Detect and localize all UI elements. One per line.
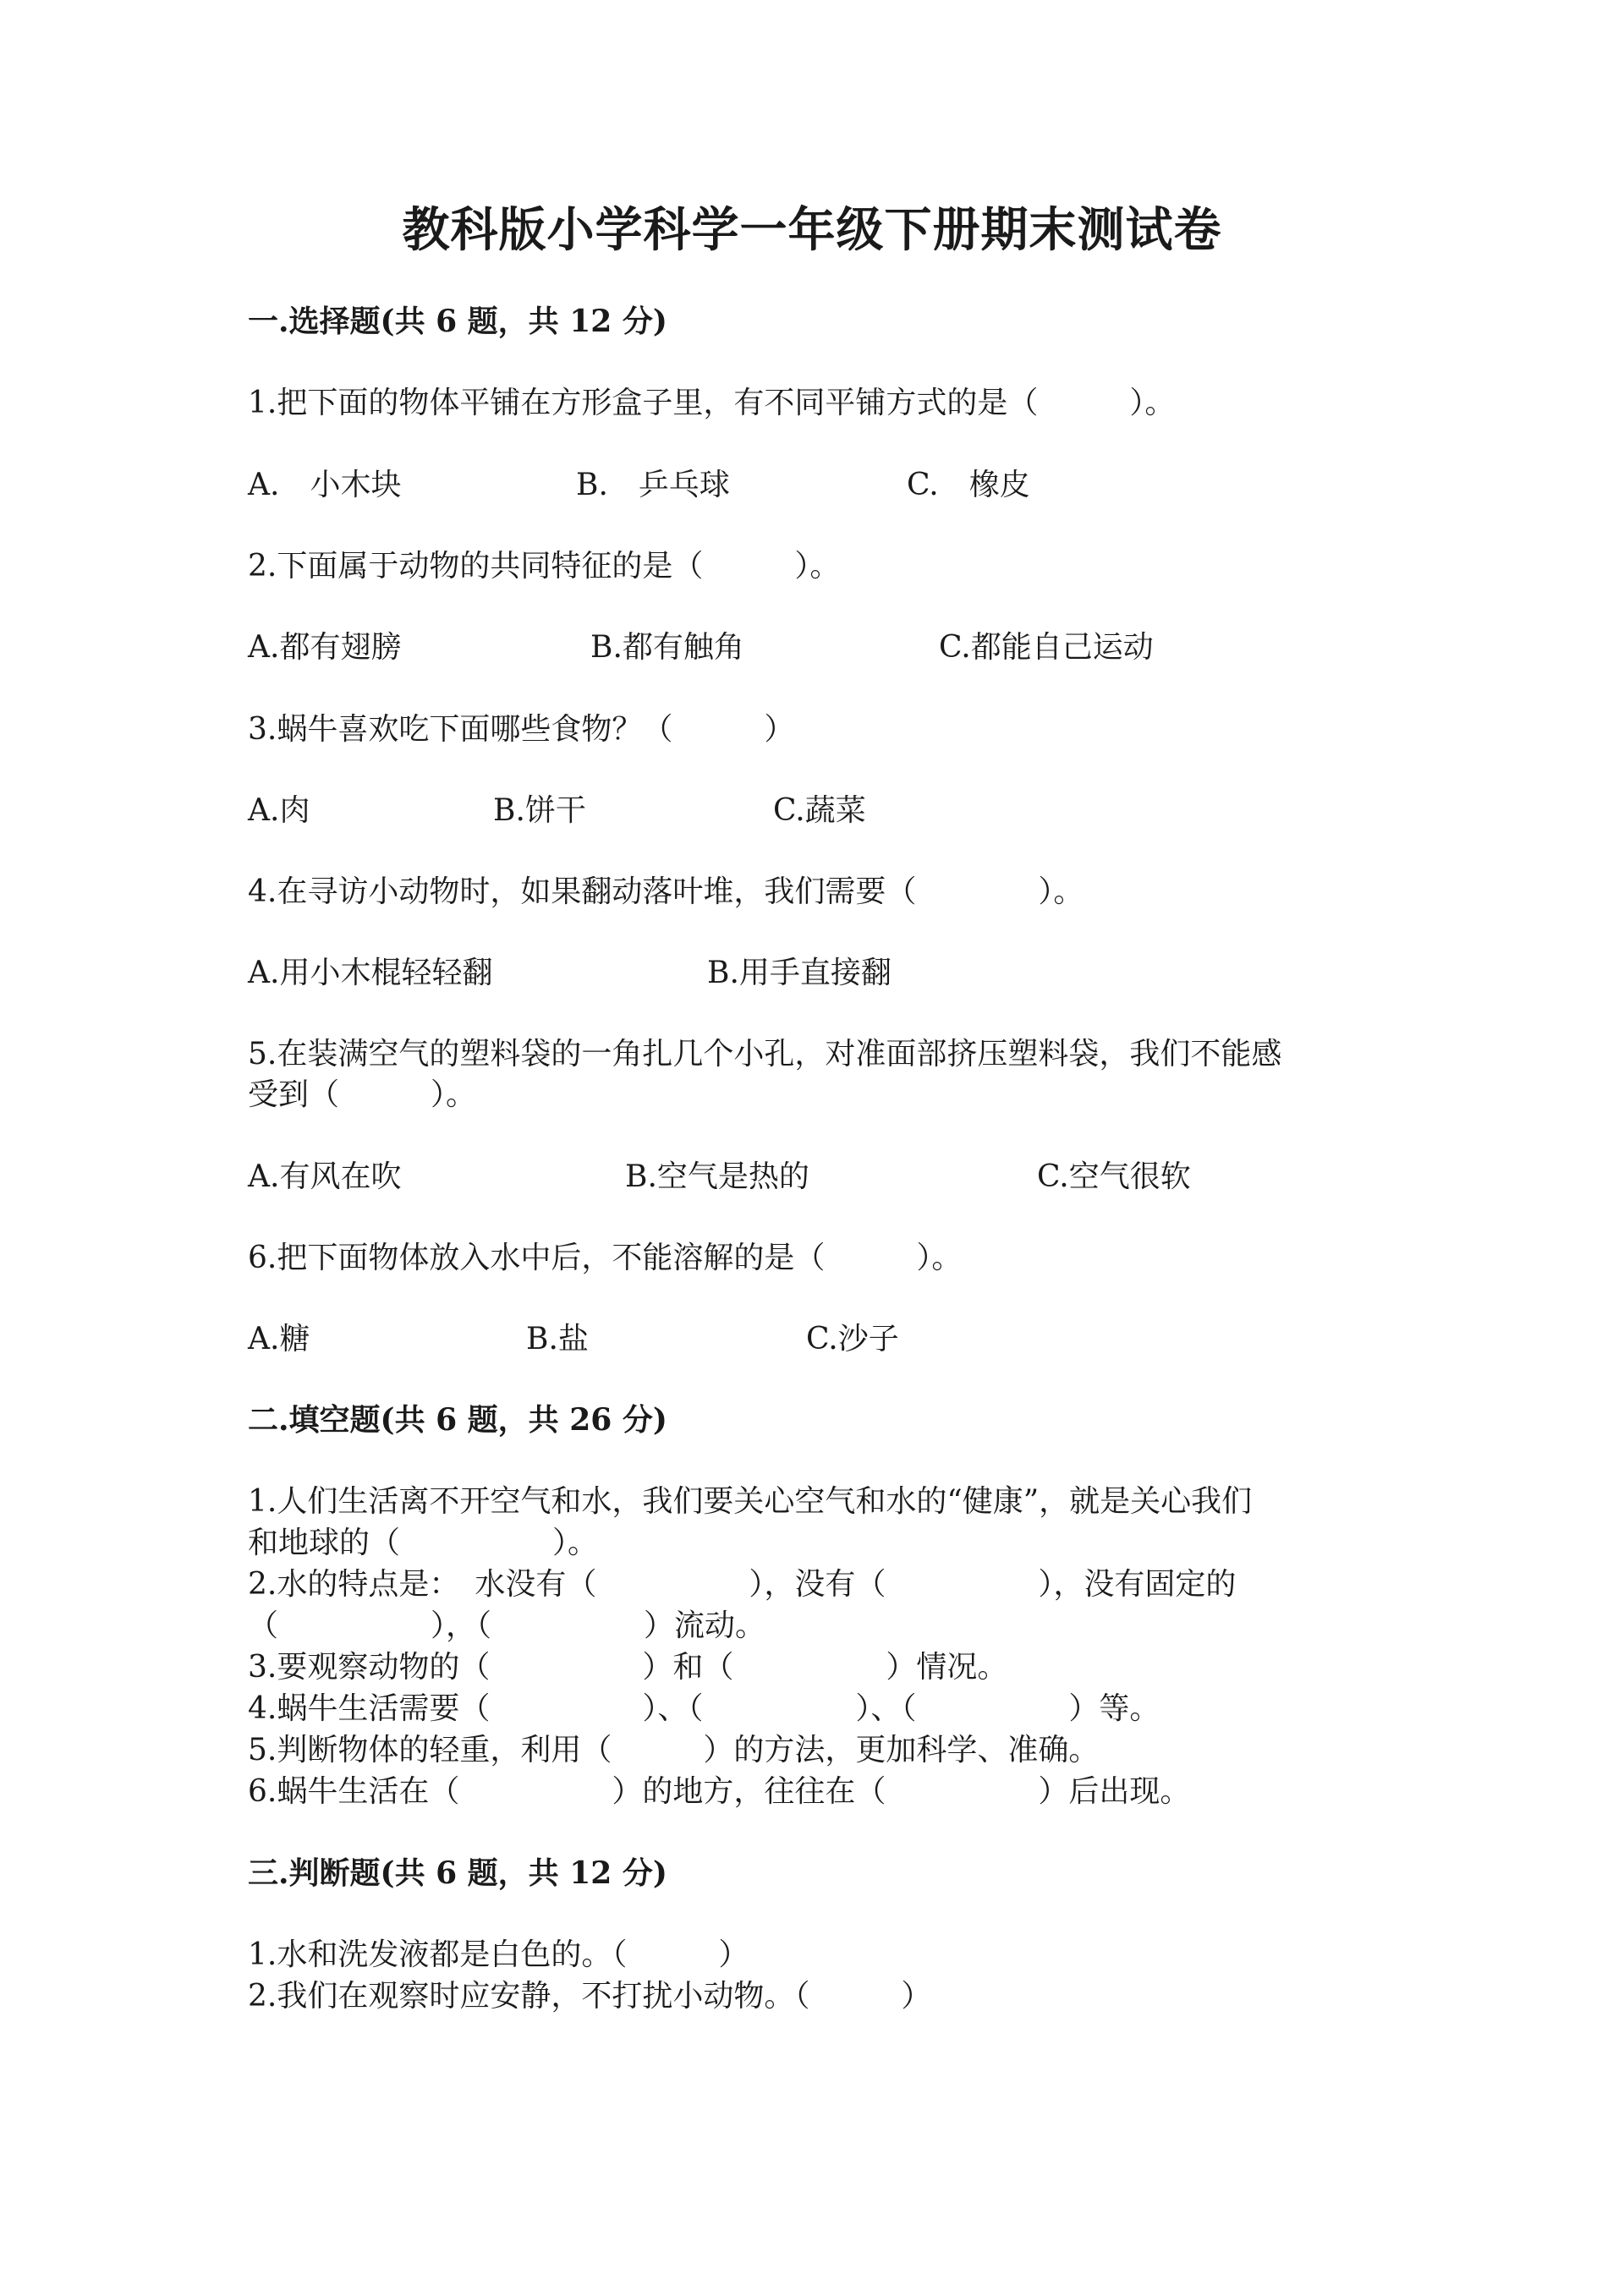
option-b: B.都有触角 (590, 630, 744, 665)
option-b: B.饼干 (493, 793, 586, 828)
option-a: A.用小木棍轻轻翻 (248, 956, 493, 990)
option-a: A.糖 (248, 1322, 310, 1356)
fill-line: 4.蜗牛生活需要（ ）、（ ）、（ ）等。 (248, 1691, 1160, 1726)
option-c: C.沙子 (806, 1322, 899, 1356)
section-heading-choice: 一.选择题(共 6 题，共 12 分) (248, 304, 667, 339)
question-text: 5.在装满空气的塑料袋的一角扎几个小孔，对准面部挤压塑料袋，我们不能感 (248, 1037, 1282, 1071)
fill-line: 6.蜗牛生活在（ ）的地方，往往在（ ）后出现。 (248, 1774, 1191, 1809)
question-text: 受到（ ）。 (248, 1077, 477, 1112)
question-text: 2.下面属于动物的共同特征的是（ ）。 (248, 549, 841, 584)
question-text: 6.把下面物体放入水中后，不能溶解的是（ ）。 (248, 1241, 963, 1275)
option-a: A. 小木块 (248, 468, 402, 502)
judge-line: 1.水和洗发液都是白色的。（ ） (248, 1937, 749, 1972)
section-heading-judge: 三.判断题(共 6 题，共 12 分) (248, 1855, 667, 1891)
fill-line: 和地球的（ ）。 (248, 1526, 599, 1560)
fill-line: 1.人们生活离不开空气和水，我们要关心空气和水的“健康”，就是关心我们 (248, 1484, 1253, 1519)
page-title: 教科版小学科学一年级下册期末测试卷 (402, 202, 1222, 258)
option-a: A.肉 (248, 793, 310, 828)
option-a: A.有风在吹 (248, 1159, 402, 1194)
question-text: 3.蜗牛喜欢吃下面哪些食物？（ ） (248, 712, 795, 747)
option-b: B.用手直接翻 (707, 956, 892, 990)
fill-line: 5.判断物体的轻重，利用（ ）的方法，更加科学、准确。 (248, 1733, 1100, 1767)
judge-line: 2.我们在观察时应安静，不打扰小动物。（ ） (248, 1979, 932, 2014)
fill-line: （ ），（ ）流动。 (248, 1608, 766, 1643)
question-text: 4.在寻访小动物时，如果翻动落叶堆，我们需要（ ）。 (248, 874, 1084, 909)
fill-line: 2.水的特点是： 水没有（ ），没有（ ），没有固定的 (248, 1567, 1237, 1602)
fill-line: 3.要观察动物的（ ）和（ ）情况。 (248, 1650, 1008, 1685)
section-heading-fill: 二.填空题(共 6 题，共 26 分) (248, 1402, 667, 1438)
option-b: B.空气是热的 (625, 1159, 809, 1194)
option-b: B.盐 (526, 1322, 589, 1356)
question-text: 1.把下面的物体平铺在方形盒子里，有不同平铺方式的是（ ）。 (248, 386, 1176, 420)
option-c: C.蔬菜 (773, 793, 866, 828)
option-c: C. 橡皮 (907, 468, 1030, 502)
option-a: A.都有翅膀 (248, 630, 402, 665)
option-c: C.空气很软 (1037, 1159, 1191, 1194)
option-b: B. 乒乓球 (576, 468, 730, 502)
option-c: C.都能自己运动 (939, 630, 1154, 665)
